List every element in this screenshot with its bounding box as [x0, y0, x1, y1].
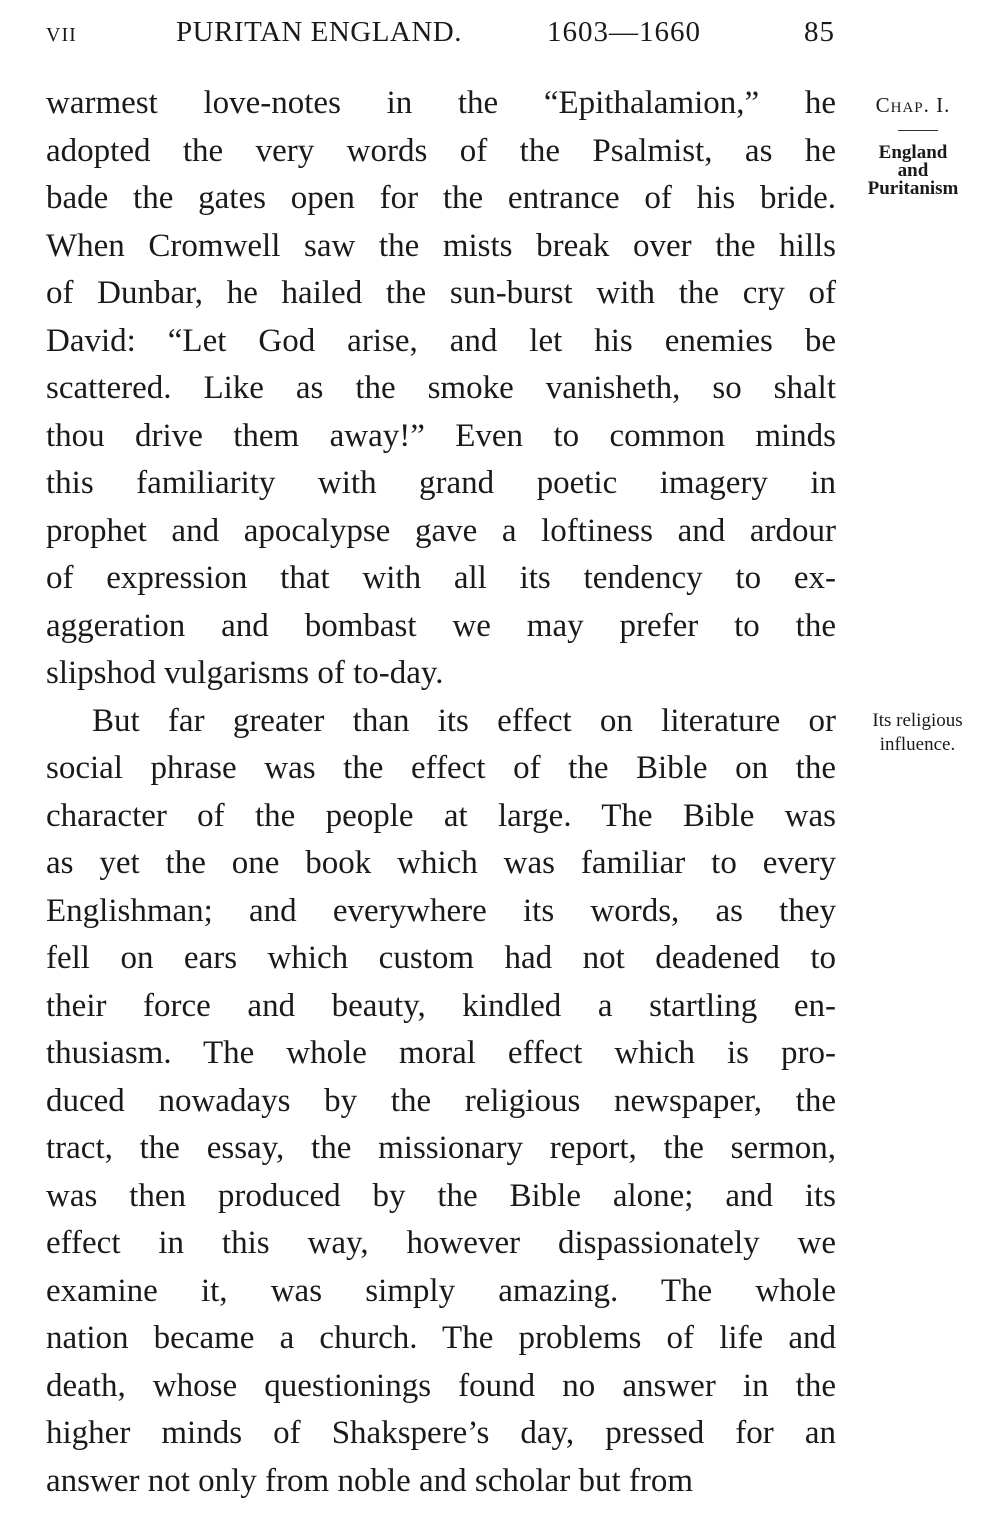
page-number: 85	[804, 16, 835, 48]
text-line: Englishman; and everywhere its words, as they	[46, 892, 836, 929]
text-line: thusiasm. The whole moral effect which is pro-	[46, 1035, 836, 1071]
text-line: thou drive them away!” Even to common minds	[46, 417, 836, 454]
text-line: fell on ears which custom had not deadened to	[46, 940, 836, 976]
margin-note-topic-line: Puritanism	[867, 178, 959, 199]
text-line: adopted the very words of the Psalmist, as he	[46, 132, 836, 169]
margin-note-topic	[848, 142, 978, 200]
text-line: character of the people at large. The Bible was	[46, 797, 836, 834]
paragraph	[46, 698, 836, 1506]
text-line: David: “Let God arise, and let his enemies be	[46, 322, 836, 359]
text-line: But far greater than its effect on literature or	[92, 702, 836, 739]
text-line: duced nowadays by the religious newspaper, the	[46, 1082, 836, 1119]
text-line: their force and beauty, kindled a startling en-	[46, 987, 836, 1024]
margin-note-influence	[845, 709, 990, 757]
running-header-title: PURITAN ENGLAND.	[176, 16, 462, 48]
text-line: effect in this way, however dispassionately we	[46, 1225, 836, 1261]
text-line: answer not only from noble and scholar but from	[46, 1462, 694, 1499]
text-line: social phrase was the effect of the Bible on the	[46, 750, 836, 786]
text-line: was then produced by the Bible alone; and its	[46, 1177, 836, 1214]
text-line: aggeration and bombast we may prefer to the	[46, 607, 836, 644]
text-line: slipshod vulgarisms of to-day.	[46, 655, 444, 691]
margin-note-rule	[898, 130, 938, 131]
running-header-chapter: vii	[46, 16, 77, 48]
margin-note-topic-line: and	[897, 160, 929, 181]
text-line: prophet and apocalypse gave a loftiness and ardour	[46, 512, 836, 549]
margin-note-influence-line: influence.	[879, 734, 956, 755]
margin-note-topic-line: England	[878, 142, 948, 163]
text-line: of Dunbar, he hailed the sun-burst with the cry of	[46, 275, 836, 311]
body-text	[46, 80, 836, 1505]
text-line: When Cromwell saw the mists break over the hills	[46, 227, 836, 264]
paragraph	[46, 80, 836, 698]
text-line: as yet the one book which was familiar to every	[46, 845, 836, 881]
margin-note-chapter: Chap. I.	[875, 93, 951, 117]
text-line: bade the gates open for the entrance of his bride.	[46, 180, 836, 216]
running-header-years: 1603—1660	[547, 16, 701, 48]
text-line: warmest love-notes in the “Epithalamion,” he	[46, 85, 836, 121]
text-line: examine it, was simply amazing. The whole	[46, 1272, 836, 1309]
text-line: nation became a church. The problems of life and	[46, 1320, 836, 1356]
text-line: death, whose questionings found no answer in the	[46, 1367, 836, 1404]
text-line: scattered. Like as the smoke vanisheth, so shalt	[46, 370, 836, 406]
text-line: higher minds of Shakspere’s day, pressed for an	[46, 1415, 836, 1451]
text-line: this familiarity with grand poetic imagery in	[46, 465, 836, 501]
margin-note-influence-line: Its religious	[872, 710, 963, 731]
text-line: tract, the essay, the missionary report, the sermon,	[46, 1130, 836, 1166]
text-line: of expression that with all its tendency to ex-	[46, 560, 836, 596]
